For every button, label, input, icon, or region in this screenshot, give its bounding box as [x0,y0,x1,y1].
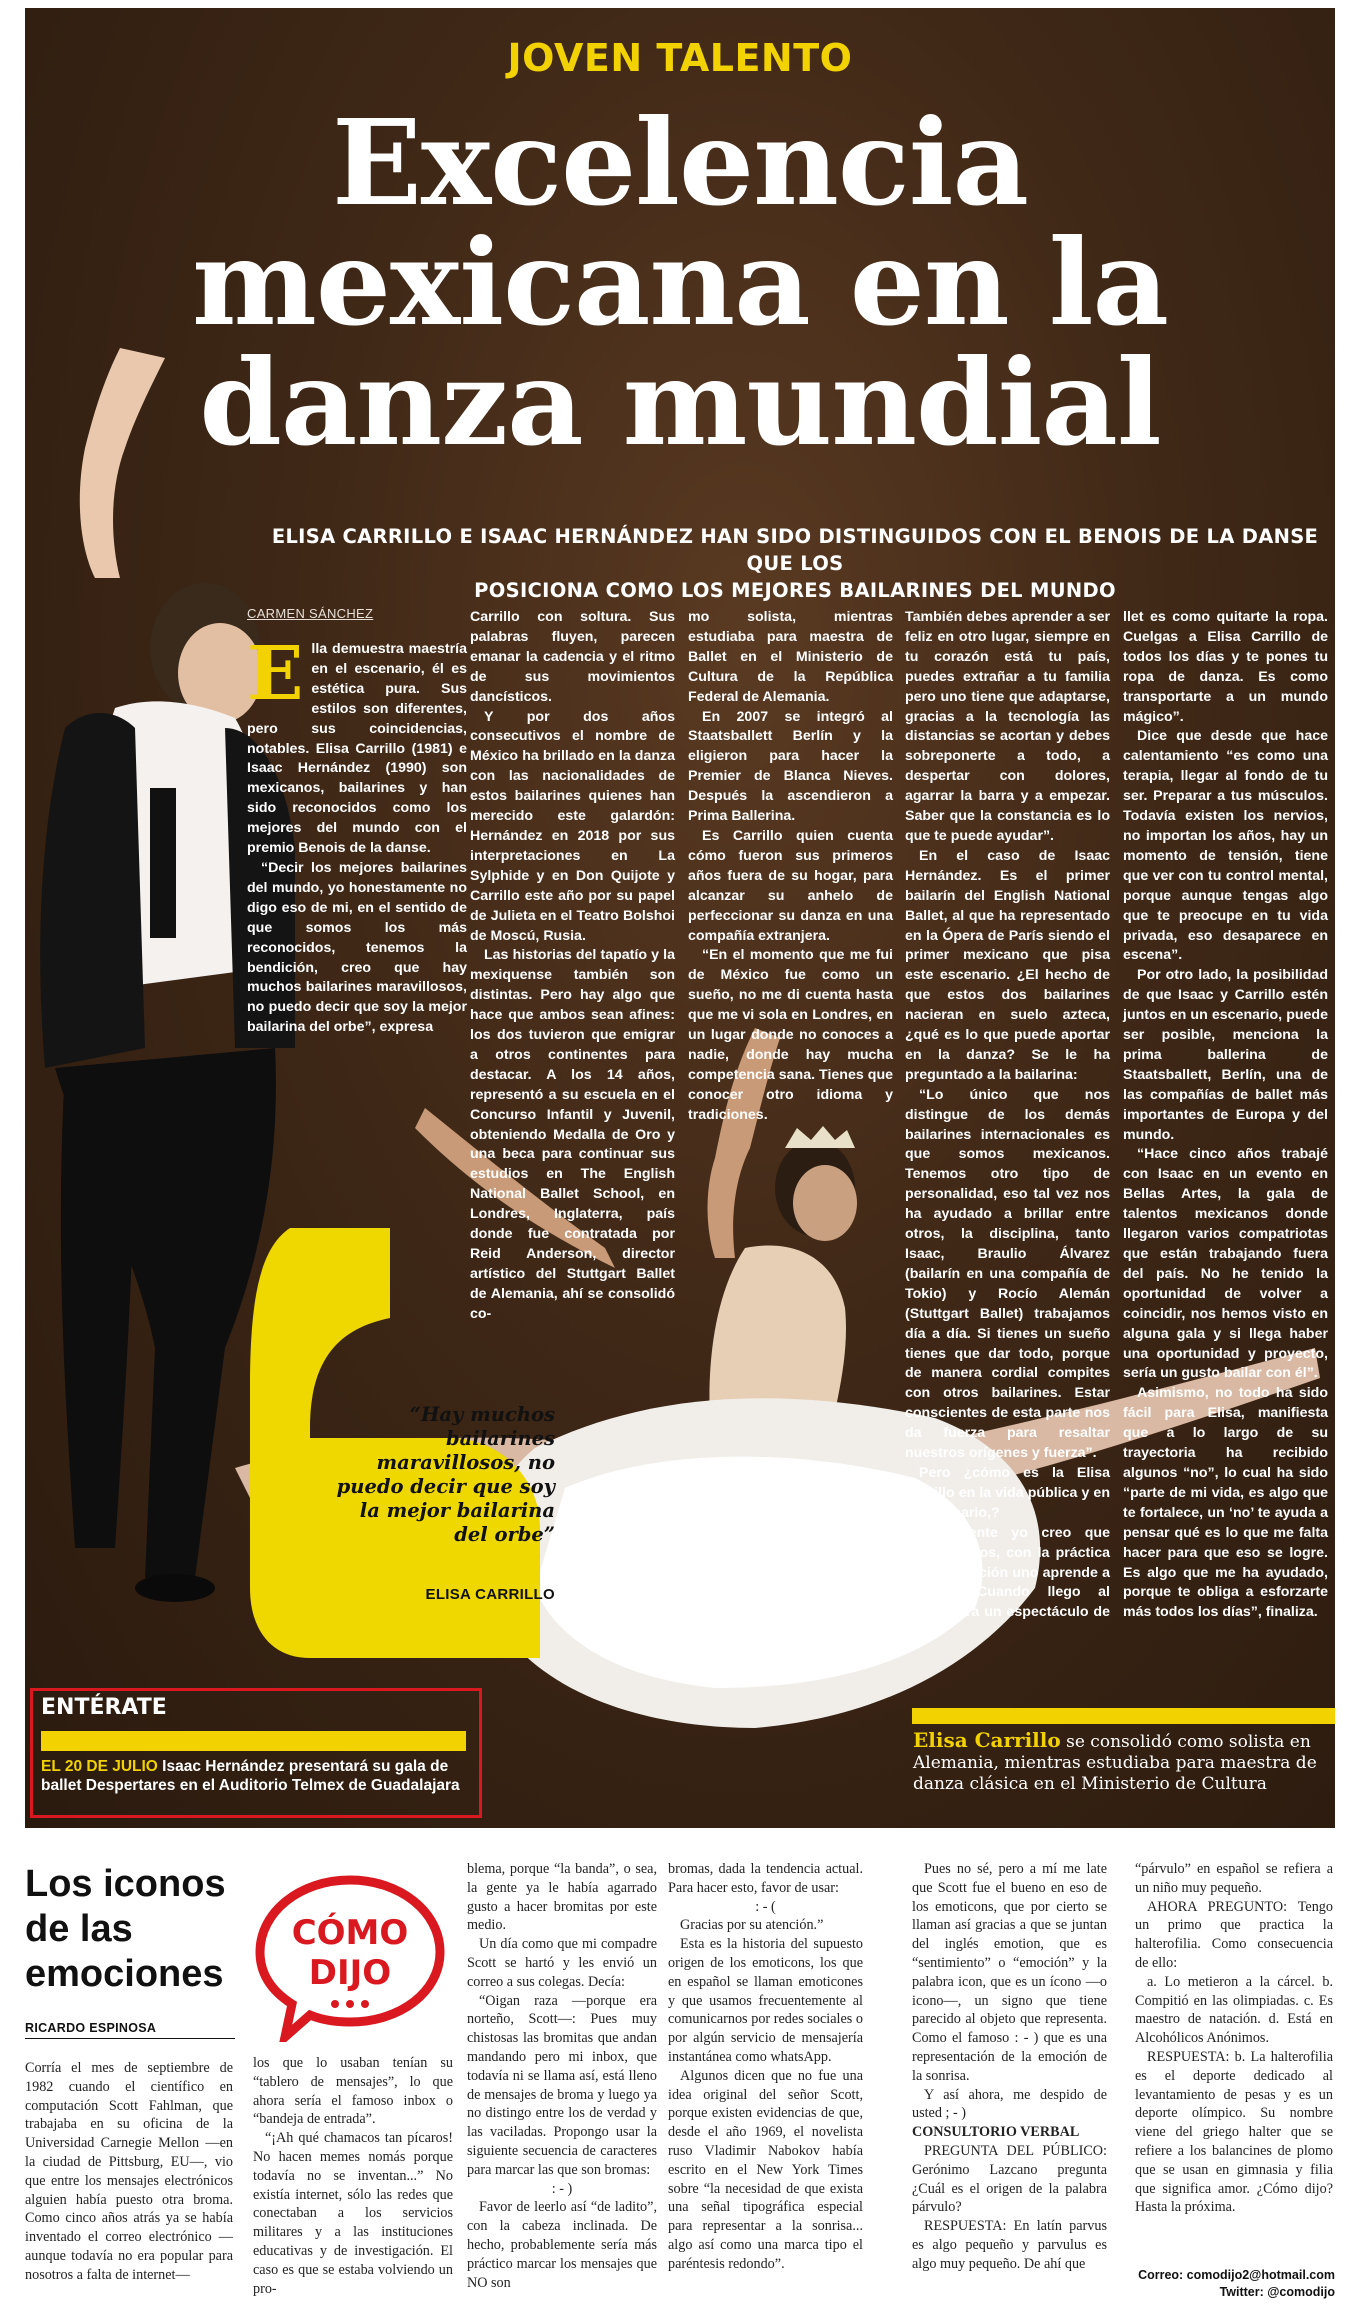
caption-name: Elisa Carrillo [913,1728,1061,1752]
paragraph: “Hace cinco años trabajé con Isaac en un evento en Bellas Artes, la gala de talentos mexicanos donde llegaron varios compatriotas que están trabajando fuera del país. No he tenido la oportunidad de volver a coincidir, nos hemos visto en alguna gala y si llega haber una oportunidad y proyecto, sería un gusto bailar con él”. [1123,1146,1328,1382]
contact-twitter: Twitter: @comodijo [1219,2285,1335,2299]
caption-bar [912,1708,1335,1724]
subheading: CONSULTORIO VERBAL [912,2124,1080,2141]
headline-line: mexicana en la [192,213,1168,352]
column-text-5 [912,1860,1107,2274]
paragraph: Favor de leerlo así “de ladito”, con la cabeza inclinada. De hecho, probablemente sería más práctico marcar los mensajes que NO son [467,2199,657,2291]
paragraph: En el caso de Isaac Hernández. Es el primer bailarín del English National Ballet, al que ha representado en la Ópera de París siendo el primer mexicano que pisa este escenario. ¿El hecho de que estos dos bailarines nacieran en suelo azteca, ¿qué es lo que puede aportar en la danza? Se le ha preguntado a la bailarina: [905,847,1110,1083]
paragraph: Y así ahora, me despido de usted ; - ) [912,2086,1107,2122]
enterate-box [30,1688,482,1818]
column-text-3 [467,1860,657,2292]
deck-line: ELISA CARRILLO E ISAAC HERNÁNDEZ HAN SIDO DISTINGUIDOS CON EL BENOIS DE LA DANSE QUE LOS [271,525,1319,575]
paragraph: “Oigan raza —porque era norteño, Scott—: Pues muy chistosas las bromitas que andan mandando pero mi inbox, que todavía ni se llama así, está lleno de mensajes de broma y luego ya no distingo entre los de verdad y las vaciladas. Propongo usar la siguiente secuencia de caracteres para marcar las que son bromas: [467,1992,657,2178]
column-text-4 [668,1860,863,2274]
paragraph: “¡Ah qué chamacos tan pícaros! No hacen memes nomás porque todavía no se inventan...” No existía internet, sólo las redes que conectaban a los servicios militares y a las instituciones educativas y de investigación. El caso es que se estaba volviendo un pro- [253,2130,453,2297]
paragraph: “párvulo” en español se refiera a un niño muy pequeño. [1135,1861,1333,1896]
paragraph: “Decir los mejores bailarines del mundo, yo honestamente no digo eso de mi, en el sentido de que somos los más reconocidos, tenemos la bendición, creo que hay muchos bailarines maravillosos, no puedo decir que soy la mejor bailarina del orbe”, expresa [247,859,467,1036]
paragraph: Un día como que mi compadre Scott se hartó y les envió un correo a sus colegas. Decía: [467,1936,657,1990]
paragraph: AHORA PREGUNTO: Tengo un primo que practica la halterofilia. Como consecuencia de ello: [1135,1898,1333,1971]
feature-article [25,8,1335,1828]
paragraph: mo solista, mientras estudiaba para maestra de Ballet en el Ministerio de Cultura de la República Federal de Alemania. [688,609,893,705]
pull-quote-author: ELISA CARRILLO [425,1586,555,1603]
paragraph: Gracias por su atención.” [680,1917,824,1934]
paragraph: Corría el mes de septiembre de 1982 cuando el científico en computación Scott Fahlman, que trabajaba en su oficina de la Universidad Carnegie Mellon —en la ciudad de Pittsburg, EU—, vio que entre los mensajes electrónicos alguien había puesto otra broma. Como cinco años atrás ya se había inventado el correo electrónico —aunque todavía no era popular para nosotros a falta de internet— [25,2060,233,2283]
enterate-text: EL 20 DE JULIO Isaac Hernández presentará su gala de ballet Despertares en el Auditorio Telmex de Guadalajara [41,1758,460,1794]
paragraph: “Realmente yo creo que con los años, con la práctica y la meditación uno aprende a separar. Cuando llego al teatro para un espectáculo de ba- [905,1524,1110,1641]
enterate-title: ENTÉRATE [41,1695,167,1720]
paragraph: Pero ¿cómo es la Elisa Carrillo en la vida pública y en el escenario,? [905,1464,1110,1521]
photo-caption: Elisa Carrillo se consolidó como solista en Alemania, mientras estudiaba para maestra de danza clásica en el Ministerio de Cultura [913,1728,1317,1794]
paragraph: Carrillo con soltura. Sus palabras fluyen, parecen emanar la cadencia y el ritmo de sus movimientos dancísticos. [470,609,675,705]
paragraph: a. Lo metieron a la cárcel. b. Compitió en las olimpiadas. c. Es maestro de natación. d. Está en Alcohólicos Anónimos. [1135,1973,1333,2047]
column-text-6 [1135,1860,1333,2217]
deck-line: POSICIONA COMO LOS MEJORES BAILARINES DEL MUNDO [474,579,1116,602]
byline: CARMEN SÁNCHEZ [247,606,374,621]
column-text-2 [253,2054,453,2298]
paragraph: Pues no sé, pero a mí me late que Scott fue el bueno en eso de los emoticons, que por cierto se llaman así gracias a que se juntan del inglés emotion, que es “sentimiento” o “emoción” y la palabra icon, que es un ícono —o icono—, un signo que tiene parecido al objeto que representa. Como el famoso : - ) que es una representación de la emoción de la sonrisa. [912,1861,1107,2084]
paragraph: Es Carrillo quien cuenta cómo fueron sus primeros años fuera de su hogar, para alcanzar su anhelo de perfeccionar su danza en una compañía extranjera. [688,827,893,944]
contact-info [1135,2267,1335,2301]
como-dijo-logo [250,1872,450,2042]
paragraph: blema, porque “la banda”, o sea, la gente ya le había agarrado gusto a hacer bromitas por este medio. [467,1861,657,1934]
section-kicker: JOVEN TALENTO [507,36,853,80]
column-title: Los iconos de las emociones [25,1863,226,1995]
enterate-bar [41,1731,466,1751]
article-column-2 [470,608,675,1325]
contact-email: Correo: comodijo2@hotmail.com [1138,2268,1335,2282]
paragraph: RESPUESTA: b. La halterofilia es el deporte dedicado al levantamiento de pesas y es un deporte olímpico. Su nombre viene del griego halter que se refiere a los balancines de plomo que se usan en gimnasia y filia que significa amor. ¿Cómo dijo? Hasta la próxima. [1135,2048,1333,2216]
drop-cap: E [247,631,304,717]
paragraph: bromas, dada la tendencia actual. Para hacer esto, favor de usar: [668,1861,863,1896]
paragraph: Ella demuestra maestría en el escenario, él es estética pura. Sus estilos son diferentes, pero sus coincidencias, notables. Elisa Carrillo (1981) e Isaac Hernández (1990) son mexicanos, bailarines y han sido reconocidos como los mejores del mundo con el premio Benois de la danse. [247,631,467,857]
deck [265,523,1325,604]
pull-quote: “Hay muchos bailarines maravillosos, no puedo decir que soy la mejor bailarina del orbe” [336,1403,555,1546]
column-text-1 [25,2059,233,2285]
column-author: RICARDO ESPINOSA [25,2021,157,2035]
article-column-4 [905,608,1110,1643]
svg-text:DIJO: DIJO [308,1953,392,1993]
paragraph: llet es como quitarte la ropa. Cuelgas a Elisa Carrillo de todos los días y te pones tu ropa de danza. Es como transportarte a un mundo mágico”. [1123,609,1328,725]
paragraph: Dice que desde que hace calentamiento “es como una terapia, llegar al fondo de tu ser. Preparar a tus músculos. Todavía existen los nervios, no importan los años, hay un momento de tensión, tiene que ver con tu control mental, porque aunque tengas algo que te preocupe en tu vida privada, eso desaparece en escena”. [1123,728,1328,964]
emoticon: : - ( [755,1898,776,1915]
paragraph: Algunos dicen que no fue una idea original del señor Scott, porque existen evidencias de que, desde el año 1969, el novelista ruso Vladimir Nabokov había escrito en el New York Times sobre “la necesidad de que exista una señal tipográfica especial para representar a la sonrisa... algo así como una marca tipo el paréntesis redondo”. [668,2067,863,2272]
article-column-1 [247,631,467,1038]
paragraph: PREGUNTA DEL PÚBLICO: Gerónimo Lazcano pregunta ¿Cuál es el origen de la palabra párvulo? [912,2142,1107,2216]
emoticon: : - ) [551,2180,573,2197]
headline-line: danza mundial [199,333,1161,472]
paragraph: “Lo único que nos distingue de los demás bailarines internacionales es que somos mexicanos. Tenemos otro tipo de personalidad, eso tal vez nos ha ayudado a brillar entre otros, la disciplina, tanto Isaac, Braulio Álvarez (bailarín en una compañía de Tokio) y Rocío Alemán (Stuttgart Ballet) trabajamos día a día. Si tienes un sueño tienes que dar todo, porque de manera cordial compites con otros bailarines. Estar conscientes de esta parte nos da fuerza para resaltar nuestros orígenes y fuerza”. [905,1086,1110,1462]
article-column-5 [1123,608,1328,1623]
paragraph: Por otro lado, la posibilidad de que Isaac y Carrillo estén juntos en un escenario, puede ser posible, menciona la prima ballerina de Staatsballett, Berlín, una de las compañías de ballet más importantes de Europa y del mundo. [1123,967,1328,1143]
paragraph: También debes aprender a ser feliz en otro lugar, siempre en tu corazón está tu país, puedes extrañar a tu familia pero uno tiene que adaptarse, gracias a la tecnología las distancias se acortan y debes sobreponerte a todo, a despertar con dolores, agarrar la barra y a empezar. Saber que la constancia es lo que te puede ayudar”. [905,609,1110,844]
headline-line: Excelencia [331,93,1029,232]
headline [25,93,1335,472]
paragraph: Asimismo, no todo ha sido fácil para Elisa, manifiesta que a lo largo de su trayectoria ha recibido algunos “no”, lo cual ha sido “parte de mi vida, es algo que te fortalece, un ‘no’ te ayuda a pensar qué es lo que me falta hacer para que eso se logre. Es algo que me ha ayudado, porque te obliga a esforzarte más todos los días”, finaliza. [1123,1385,1328,1621]
paragraph: RESPUESTA: En latín parvus es algo pequeño y parvulus es algo muy pequeño. De ahí que [912,2218,1107,2272]
paragraph: Las historias del tapatío y la mexiquense también son distintas. Pero hay algo que hace que ambos sean afines: los dos tuvieron que emigrar a otros continentes para destacar. A los 14 años, representó a su escuela en el Concurso Infantil y Juvenil, obteniendo Medalla de Oro y una beca para continuar sus estudios en The English National Ballet School, en Londres, Inglaterra, país donde fue contratada por Reid Anderson, director artístico del Stuttgart Ballet de Alemania, ahí se consolidó co- [470,947,675,1322]
svg-text:CÓMO: CÓMO [291,1913,409,1953]
paragraph: “En el momento que me fui de México fue como un sueño, no me di cuenta hasta que me vi sola en Londres, en un lugar donde no conoces a nadie, donde hay mucha competencia sana. Tienes que conocer otro idioma y tradiciones. [688,947,893,1123]
enterate-date: EL 20 DE JULIO [41,1758,158,1775]
divider [25,2038,235,2039]
article-column-3 [688,608,893,1126]
paragraph: Y por dos años consecutivos el nombre de México ha brillado en la danza con las nacionalidades de estos bailarines quienes han merecido este galardón: Hernández en 2018 por sus interpretaciones en La Sylphide y en Don Quijote y Carrillo este año por su papel de Julieta en el Teatro Bolshoi de Moscú, Rusia. [470,708,675,944]
opinion-column [25,1862,1335,2302]
paragraph: Esta es la historia del supuesto origen de los emoticons, los que en español se llaman emoticones y que usamos frecuentemente al comunicarnos por redes sociales o por algún servicio de mensajería instantánea como whatsApp. [668,1936,863,2065]
paragraph: los que lo usaban tenían su “tablero de mensajes”, lo que ahora sería el famoso inbox o “bandeja de entrada”. [253,2055,453,2128]
paragraph: En 2007 se integró al Staatsballett Berlín y la eligieron para hacer la Premier de Blanca Nieves. Después la ascendieron a Prima Ballerina. [688,708,893,825]
